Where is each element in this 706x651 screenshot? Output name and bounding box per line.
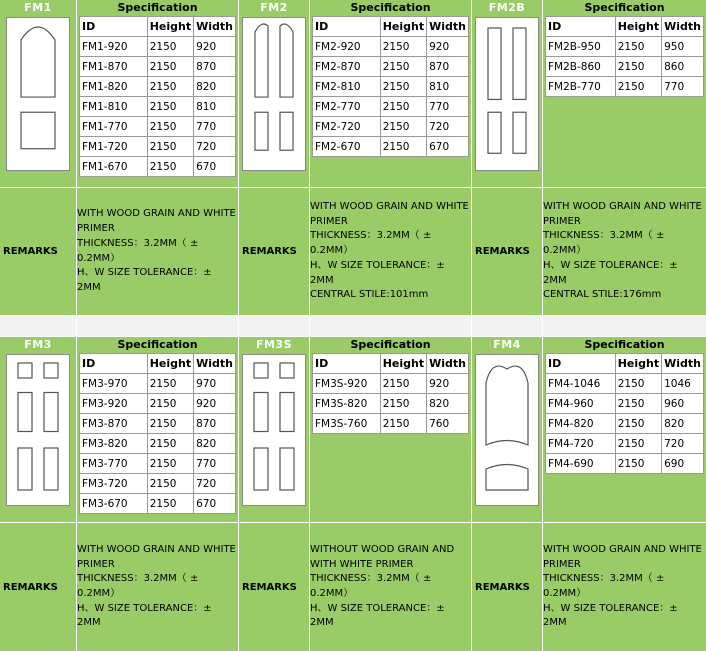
table-cell: 2150 [147,57,193,77]
product-code-label: FM4 [472,337,542,352]
table-row [80,454,236,474]
remarks-label: REMARKS [242,246,297,257]
spec-table [79,16,236,177]
table-cell: 2150 [380,97,426,117]
table-cell: 2150 [147,157,193,177]
table-cell: 770 [427,97,469,117]
table-row [80,137,236,157]
table-cell: 2150 [147,394,193,414]
column-header: Width [427,354,469,374]
specification-heading: Specification [310,337,471,352]
table-cell: FM3S-820 [313,394,381,414]
remarks-line: WITH WOOD GRAIN AND WHITE [543,201,702,213]
remarks-line: 2MM [310,617,334,629]
table-cell: FM4-1046 [546,374,616,394]
table-row [80,57,236,77]
table-cell: 690 [662,454,704,474]
remarks-line: 0.2MM） [310,588,354,599]
remarks-line: H、W SIZE TOLERANCE：± [543,602,678,614]
table-cell: FM3-720 [80,474,148,494]
table-cell: FM4-690 [546,454,616,474]
table-row [80,374,236,394]
table-row [546,434,704,454]
remarks-text [543,523,706,651]
remarks-line: PRIMER [77,223,115,235]
table-cell: FM2-810 [313,77,381,97]
remarks-line: WITH WOOD GRAIN AND WHITE [310,201,469,213]
remarks-line: H、W SIZE TOLERANCE：± [77,267,212,279]
remarks-line: 2MM [543,274,567,286]
table-cell: 2150 [147,77,193,97]
table-row [80,97,236,117]
column-header: ID [80,354,148,374]
table-cell: 2150 [147,137,193,157]
remarks-line: PRIMER [77,558,115,570]
table-cell: FM1-770 [80,117,148,137]
table-cell: 2150 [380,77,426,97]
table-row [313,37,469,57]
specification-heading: Specification [77,337,238,352]
spacer-cell [0,316,76,336]
remarks-line: THICKNESS：3.2MM（ ± [310,573,432,585]
table-cell: 870 [194,414,236,434]
table-row [80,394,236,414]
table-row [80,414,236,434]
spec-table-header-row [80,354,236,374]
specification-heading: Specification [310,0,471,15]
table-cell: 870 [427,57,469,77]
table-cell: FM2-670 [313,137,381,157]
table-cell: 950 [662,37,704,57]
table-cell: 2150 [147,494,193,514]
table-cell: FM3-670 [80,494,148,514]
remarks-line: 2MM [77,281,101,293]
table-cell: FM2-770 [313,97,381,117]
table-cell: 860 [662,57,704,77]
spacer-cell [310,316,471,336]
table-cell: 2150 [615,57,661,77]
remarks-line: WITH WOOD GRAIN AND WHITE [543,543,702,555]
spec-table [79,353,236,514]
table-row [313,97,469,117]
table-cell: 2150 [147,454,193,474]
table-row [546,454,704,474]
remarks-line: 0.2MM） [77,252,121,264]
remarks-text [543,188,706,315]
remarks-line: WITH WOOD GRAIN AND WHITE [77,208,236,220]
table-cell: 2150 [380,57,426,77]
table-cell: 670 [427,137,469,157]
table-cell: 720 [194,474,236,494]
column-header: Width [194,354,236,374]
remarks-line: WITHOUT WOOD GRAIN AND [310,543,455,555]
table-row [546,414,704,434]
spec-table [545,353,704,474]
table-cell: 960 [662,394,704,414]
table-row [546,37,704,57]
product-code-label: FM3S [239,337,309,352]
table-cell: 920 [427,374,469,394]
remarks-line: PRIMER [543,215,581,227]
remarks-line: H、W SIZE TOLERANCE：± [310,259,445,271]
table-cell: 970 [194,374,236,394]
spec-table [312,16,469,157]
table-row [80,77,236,97]
spec-table-header-row [313,17,469,37]
table-cell: 770 [194,117,236,137]
table-cell: 670 [194,494,236,514]
table-cell: 770 [662,77,704,97]
column-header: Height [147,354,193,374]
table-cell: 820 [427,394,469,414]
remarks-line: 0.2MM） [77,588,121,599]
table-cell: 820 [194,434,236,454]
table-cell: 920 [194,394,236,414]
column-header: Height [147,17,193,37]
table-cell: 760 [427,414,469,434]
table-cell: FM3S-760 [313,414,381,434]
remarks-line: THICKNESS：3.2MM（ ± [77,237,199,249]
table-row [546,374,704,394]
column-header: Width [662,354,704,374]
table-cell: 2150 [380,37,426,57]
table-row [80,434,236,454]
remarks-line: WITH WOOD GRAIN AND WHITE [77,543,236,555]
remarks-line: 2MM [543,617,567,629]
table-row [313,394,469,414]
spacer-cell [543,316,706,336]
remarks-line: CENTRAL STILE:176mm [543,289,662,301]
remarks-label: REMARKS [3,581,58,593]
spec-table-header-row [546,17,704,37]
table-cell: FM4-820 [546,414,616,434]
table-cell: 920 [427,37,469,57]
product-code-label: FM3 [0,337,76,352]
column-header: Width [662,17,704,37]
table-cell: 2150 [380,117,426,137]
column-header: Height [615,17,661,37]
table-cell: 1046 [662,374,704,394]
table-cell: FM4-960 [546,394,616,414]
table-cell: FM1-670 [80,157,148,177]
table-cell: FM3S-920 [313,374,381,394]
table-cell: FM2-720 [313,117,381,137]
table-cell: FM4-720 [546,434,616,454]
table-cell: FM1-870 [80,57,148,77]
remarks-line: PRIMER [543,558,581,570]
remarks-line: THICKNESS：3.2MM（ ± [310,230,432,242]
table-row [313,117,469,137]
remarks-label: REMARKS [475,581,530,593]
table-cell: FM2B-950 [546,37,616,57]
remarks-line: THICKNESS：3.2MM（ ± [543,573,665,585]
remarks-line: H、W SIZE TOLERANCE：± [77,602,212,614]
table-cell: FM3-770 [80,454,148,474]
table-row [313,77,469,97]
table-cell: 820 [662,414,704,434]
column-header: ID [546,354,616,374]
table-row [546,77,704,97]
specification-heading: Specification [543,337,706,352]
table-cell: 810 [194,97,236,117]
remarks-label: REMARKS [475,246,530,257]
table-cell: 820 [194,77,236,97]
column-header: Height [615,354,661,374]
table-cell: 2150 [147,434,193,454]
remarks-line: 0.2MM） [543,588,587,599]
column-header: Width [194,17,236,37]
remarks-line: H、W SIZE TOLERANCE：± [543,259,678,271]
remarks-line: THICKNESS：3.2MM（ ± [77,573,199,585]
column-header: ID [80,17,148,37]
spec-table-header-row [546,354,704,374]
product-code-label: FM1 [0,0,76,15]
table-row [313,57,469,77]
table-cell: 720 [427,117,469,137]
table-cell: 2150 [615,374,661,394]
table-cell: 2150 [380,137,426,157]
table-cell: 720 [662,434,704,454]
remarks-line: 2MM [77,617,101,629]
table-cell: FM3-870 [80,414,148,434]
remarks-label: REMARKS [3,246,58,257]
table-cell: 670 [194,157,236,177]
table-row [80,157,236,177]
table-cell: FM2-870 [313,57,381,77]
table-cell: FM2B-770 [546,77,616,97]
specification-heading: Specification [77,0,238,15]
table-cell: 2150 [380,394,426,414]
table-cell: FM1-810 [80,97,148,117]
table-cell: FM3-920 [80,394,148,414]
spec-table [545,16,704,97]
door-fm3s-drawing [242,354,306,506]
table-cell: 2150 [147,37,193,57]
table-row [546,394,704,414]
product-code-label: FM2 [239,0,309,15]
remarks-line: THICKNESS：3.2MM（ ± [543,230,665,242]
remarks-label: REMARKS [242,581,297,593]
remarks-text [310,523,471,651]
door-fm2b-drawing [475,17,539,171]
remarks-line: WITH WHITE PRIMER [310,558,414,570]
table-row [80,474,236,494]
table-cell: 2150 [380,374,426,394]
table-row [80,37,236,57]
table-cell: 920 [194,37,236,57]
remarks-text [77,188,238,315]
spec-table [312,353,469,434]
remarks-line: H、W SIZE TOLERANCE：± [310,602,445,614]
table-cell: 2150 [147,474,193,494]
table-row [313,414,469,434]
spacer-cell [472,316,542,336]
remarks-line: 0.2MM） [310,245,354,257]
table-cell: FM2B-860 [546,57,616,77]
spacer-cell [239,316,309,336]
remarks-line: CENTRAL STILE:101mm [310,289,429,301]
table-cell: 2150 [147,97,193,117]
table-cell: FM1-820 [80,77,148,97]
table-cell: 2150 [147,414,193,434]
table-cell: 2150 [147,374,193,394]
door-fm4-drawing [475,354,539,506]
spec-table-header-row [80,17,236,37]
table-cell: 770 [194,454,236,474]
table-cell: FM3-820 [80,434,148,454]
table-cell: FM1-920 [80,37,148,57]
column-header: Height [380,354,426,374]
door-fm3-drawing [6,354,70,506]
table-cell: 2150 [615,77,661,97]
remarks-text [77,523,238,651]
spacer-cell [77,316,238,336]
table-cell: 2150 [380,414,426,434]
spec-table-header-row [313,354,469,374]
table-row [546,57,704,77]
column-header: ID [313,17,381,37]
table-cell: 2150 [147,117,193,137]
table-cell: 2150 [615,37,661,57]
table-cell: 2150 [615,434,661,454]
remarks-line: 0.2MM） [543,245,587,257]
remarks-line: PRIMER [310,215,348,227]
column-header: Width [427,17,469,37]
column-header: ID [546,17,616,37]
table-row [313,137,469,157]
column-header: Height [380,17,426,37]
table-cell: FM3-970 [80,374,148,394]
table-row [313,374,469,394]
column-header: ID [313,354,381,374]
table-cell: 2150 [615,454,661,474]
specification-heading: Specification [543,0,706,15]
table-cell: 2150 [615,414,661,434]
table-cell: 2150 [615,394,661,414]
table-row [80,117,236,137]
remarks-line: 2MM [310,274,334,286]
table-cell: 870 [194,57,236,77]
door-fm1-drawing [6,17,70,171]
table-cell: FM1-720 [80,137,148,157]
product-code-label: FM2B [472,0,542,15]
remarks-text [310,188,471,315]
table-cell: 810 [427,77,469,97]
door-fm2-drawing [242,17,306,171]
table-cell: FM2-920 [313,37,381,57]
table-cell: 720 [194,137,236,157]
table-row [80,494,236,514]
